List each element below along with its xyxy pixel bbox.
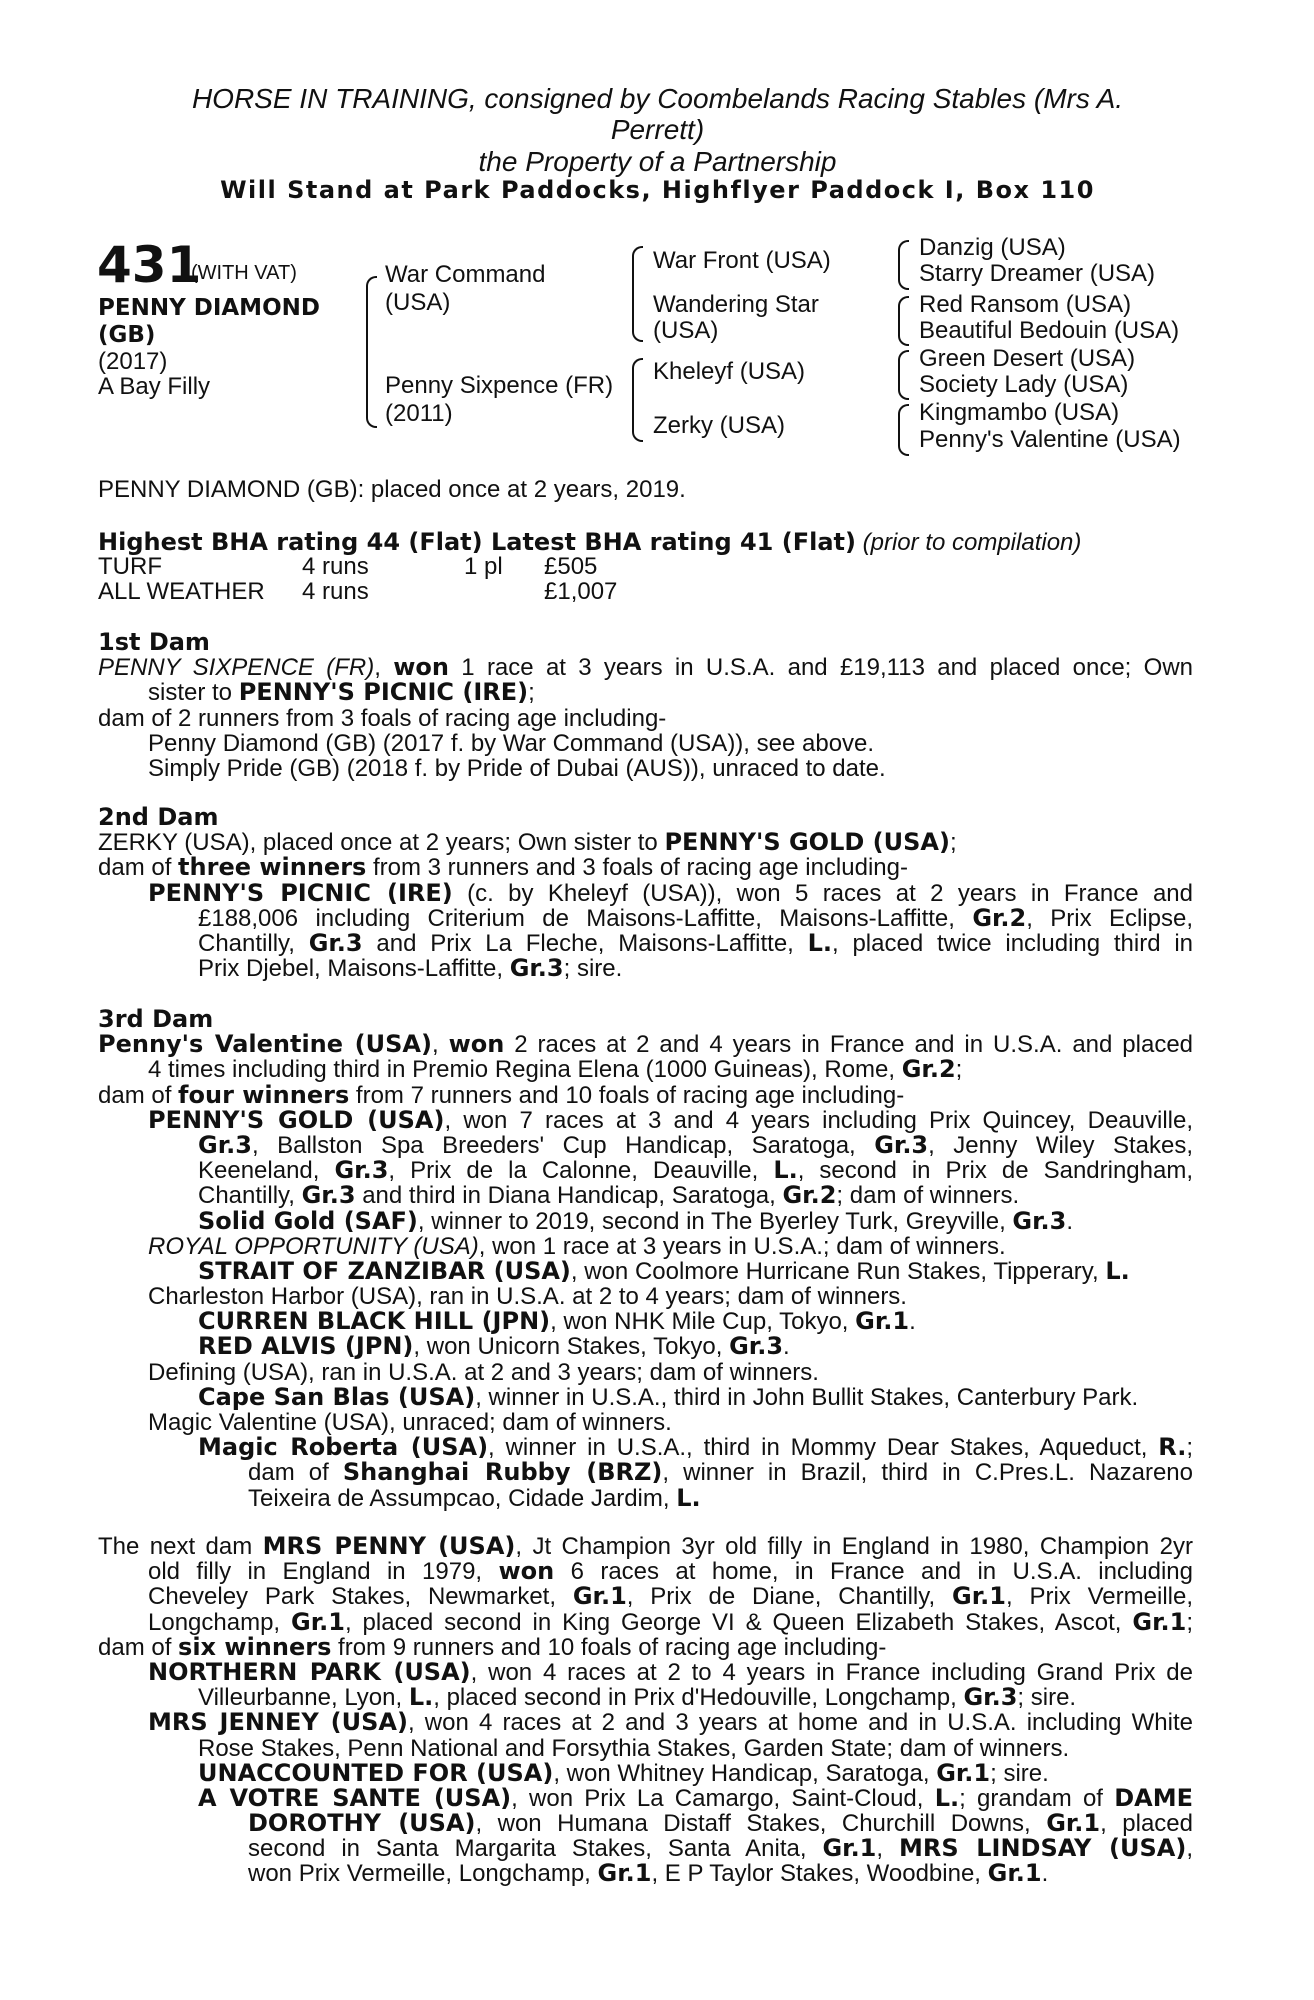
italic-text: ROYAL OPPORTUNITY (USA) — [148, 1232, 479, 1260]
text-run: ; — [1186, 1609, 1193, 1635]
text-run: , winner in U.S.A., third in Mommy Dear Stakes, Aqueduct, — [488, 1435, 1159, 1461]
next-dam-line — [98, 1685, 1193, 1710]
next-dam-line — [98, 1632, 1193, 1661]
pedigree-bracket — [632, 358, 643, 442]
third-dam-line — [98, 1483, 1193, 1512]
text-run: , Prix Eclipse, — [1026, 905, 1193, 931]
bold-text: L. — [1105, 1256, 1130, 1285]
next-dam-line — [98, 1559, 1193, 1584]
text-run: 4 times including third in Premio Regina Elena (1000 Guineas), Rome, — [148, 1056, 902, 1084]
bold-text: Gr.1 — [291, 1609, 345, 1635]
next-dam-line — [98, 1610, 1193, 1635]
bold-text: Gr.1 — [597, 1859, 652, 1888]
text-run: dam of — [98, 1633, 179, 1661]
produce-line: Simply Pride (GB) (2018 f. by Pride of Dubai (AUS)), unraced to date. — [148, 754, 886, 782]
text-run: , won Coolmore Hurricane Run Stakes, Tipperary, — [570, 1257, 1106, 1285]
bold-text: won — [448, 1032, 505, 1058]
third-dam-line — [98, 1080, 1193, 1109]
third-dam-line — [98, 1133, 1193, 1158]
dam-year: (2011) — [385, 400, 453, 427]
bold-text: Gr.3 — [509, 954, 564, 983]
text-run: 6 races at home, in France and in U.S.A. including — [554, 1559, 1193, 1585]
text-run: Magic Valentine (USA), unraced; dam of winners. — [148, 1409, 672, 1436]
gen3-2: Starry Dreamer (USA) — [919, 260, 1156, 287]
third-dam-line — [98, 1284, 1193, 1309]
text-run: Chantilly, — [198, 930, 309, 957]
text-run: Longchamp, — [148, 1609, 292, 1635]
third-dam-line — [98, 1057, 1193, 1082]
bold-text: Gr.3 — [729, 1332, 784, 1361]
text-run: , Jt Champion 3yr old filly in England in 1980, Champion 2yr — [515, 1534, 1193, 1560]
bold-text: Gr.1 — [936, 1758, 991, 1787]
text-run: . — [783, 1333, 790, 1361]
horse-description: A Bay Filly — [98, 373, 211, 400]
text-run: Charleston Harbor (USA), ran in U.S.A. at 2 to 4 years; dam of winners. — [148, 1283, 907, 1311]
bold-text: Gr.1 — [1046, 1811, 1101, 1837]
third-dam-line — [98, 1382, 1193, 1411]
text-run: Prix Djebel, Maisons-Laffitte, — [198, 955, 510, 983]
gen3-4: Beautiful Bedouin (USA) — [919, 317, 1180, 344]
text-run: , — [1186, 1836, 1193, 1862]
bold-text: L. — [773, 1158, 798, 1184]
text-run: Teixeira de Assumpcao, Cidade Jardim, — [248, 1484, 677, 1512]
second-dam-heading: 2nd Dam — [98, 803, 219, 831]
bold-text: MRS JENNEY (USA) — [148, 1710, 408, 1736]
first-dam-line — [98, 680, 1193, 705]
first-dam-line: dam of 2 runners from 3 foals of racing age including- — [98, 704, 667, 732]
next-dam-section — [98, 1534, 1193, 1887]
bold-text: R. — [1158, 1435, 1187, 1461]
text-run: . — [1041, 1860, 1049, 1888]
next-dam-line — [98, 1534, 1193, 1559]
turf-label: TURF — [98, 553, 162, 580]
text-run: from 3 runners and 3 foals of racing age including- — [366, 854, 908, 882]
text-run: Keeneland, — [198, 1158, 335, 1184]
text-run: The next dam — [98, 1534, 263, 1560]
bold-text: Magic Roberta (USA) — [198, 1435, 489, 1461]
next-dam-line — [98, 1736, 1193, 1761]
text-run: , placed — [1100, 1811, 1193, 1837]
bold-text: Gr.1 — [572, 1584, 627, 1610]
produce-line: Penny Diamond (GB) (2017 f. by War Command (USA)), see above. — [148, 729, 875, 757]
bold-text: Penny's Valentine (USA) — [98, 1032, 432, 1058]
text-run: , winner in Brazil, third in C.Pres.L. Nazareno — [662, 1460, 1193, 1486]
turf-earnings: £505 — [544, 553, 598, 580]
text-run: , won Unicorn Stakes, Tokyo, — [413, 1333, 730, 1361]
gen3-8: Penny's Valentine (USA) — [919, 426, 1181, 453]
bold-text: CURREN BLACK HILL (JPN) — [198, 1307, 551, 1336]
bold-text: Gr.1 — [822, 1836, 877, 1862]
text-run: , — [876, 1836, 899, 1862]
bold-text: L. — [408, 1683, 434, 1712]
gen3-1: Danzig (USA) — [919, 234, 1066, 261]
pedigree-bracket — [898, 296, 909, 346]
next-dam-line — [98, 1811, 1193, 1836]
text-run: , won Humana Distaff Stakes, Churchill Downs, — [475, 1811, 1047, 1837]
bha-rating-bold: Highest BHA rating 44 (Flat) Latest BHA rating 41 (Flat) — [98, 528, 856, 556]
text-run: , placed second in Prix d'Hedouville, Longchamp, — [433, 1684, 964, 1712]
text-run: , won 1 race at 3 years in U.S.A.; dam of winners. — [478, 1232, 1006, 1260]
second-dam-section — [98, 805, 1193, 981]
bold-text: Gr.3 — [963, 1683, 1018, 1712]
bold-text: Gr.2 — [901, 1055, 956, 1084]
text-run: ; sire. — [990, 1759, 1049, 1787]
bold-text: A VOTRE SANTE (USA) — [198, 1785, 512, 1812]
text-run: , won Prix La Camargo, Saint-Cloud, — [511, 1785, 935, 1812]
text-run: , Prix de la Calonne, Deauville, — [388, 1158, 774, 1184]
pedigree-bracket — [366, 276, 377, 428]
bold-text: Gr.3 — [301, 1181, 356, 1210]
text-run: from 7 runners and 10 foals of racing age including- — [349, 1081, 905, 1109]
third-dam-heading: 3rd Dam — [98, 1005, 214, 1033]
foal-year: (2017) — [98, 348, 168, 375]
text-run: Chantilly, — [198, 1182, 302, 1210]
text-run: Defining (USA), ran in U.S.A. at 2 and 3 years; dam of winners. — [148, 1358, 819, 1386]
pedigree-bracket — [632, 246, 643, 342]
turf-row — [98, 554, 597, 580]
bold-text: Gr.1 — [1132, 1609, 1187, 1635]
second-dam-line — [98, 830, 1193, 855]
sire-country: (USA) — [385, 289, 451, 316]
text-run: . — [1066, 1207, 1074, 1235]
text-run: , won 7 races at 3 and 4 years including Prix Quincey, Deauville, — [444, 1107, 1193, 1133]
bold-text: won — [393, 655, 449, 681]
text-run: , — [374, 655, 394, 681]
bold-text: three winners — [178, 853, 367, 882]
second-dam-line — [98, 881, 1193, 906]
second-dam-line — [98, 956, 1193, 981]
text-run: £188,006 including Criterium de Maisons-Laffitte, Maisons-Laffitte, — [198, 905, 973, 931]
text-run: , Ballston Spa Breeders' Cup Handicap, Saratoga, — [251, 1132, 875, 1159]
text-run: and third in Diana Handicap, Saratoga, — [355, 1182, 783, 1210]
text-run: , placed second in King George VI & Queen Elizabeth Stakes, Ascot, — [344, 1609, 1133, 1635]
bold-text: Gr.1 — [855, 1307, 910, 1336]
third-dam-lines — [98, 1032, 1193, 1511]
header-line-1: HORSE IN TRAINING, consigned by Coombelands Racing Stables (Mrs A. — [191, 83, 1124, 114]
bold-text: Gr.1 — [987, 1859, 1042, 1888]
sire-sire: War Front (USA) — [653, 247, 831, 274]
bold-text: MRS PENNY (USA) — [262, 1534, 516, 1560]
bold-text: RED ALVIS (JPN) — [198, 1332, 414, 1361]
next-dam-line — [98, 1786, 1193, 1811]
bold-text: Gr.3 — [874, 1132, 929, 1159]
third-dam-line — [98, 1309, 1193, 1334]
text-run: , won 4 races at 2 and 3 years at home and in U.S.A. including White — [407, 1710, 1193, 1736]
aw-runs: 4 runs — [302, 578, 369, 605]
bold-text: MRS LINDSAY (USA) — [898, 1836, 1187, 1862]
text-run: , Prix de Diane, Chantilly, — [626, 1584, 952, 1610]
third-dam-line — [98, 1206, 1193, 1235]
bold-text: Gr.3 — [308, 930, 363, 957]
gen3-6: Society Lady (USA) — [919, 371, 1129, 398]
third-dam-line — [98, 1158, 1193, 1183]
bold-text: Cape San Blas (USA) — [198, 1382, 476, 1411]
dam-name: Penny Sixpence (FR) — [385, 372, 614, 399]
text-run: , won NHK Mile Cup, Tokyo, — [550, 1308, 856, 1336]
text-run: , won 4 races at 2 to 4 years in France including Grand Prix de — [470, 1659, 1193, 1686]
bold-text: six winners — [178, 1632, 332, 1661]
gen3-7: Kingmambo (USA) — [919, 399, 1120, 426]
text-run: , — [431, 1032, 449, 1058]
text-run: , placed twice including third in — [832, 930, 1193, 957]
next-dam-lines — [98, 1534, 1193, 1887]
text-run: ; — [955, 1056, 963, 1084]
bha-rating-note: (prior to compilation) — [862, 529, 1082, 556]
third-dam-line — [98, 1108, 1193, 1133]
pedigree-bracket — [898, 350, 909, 400]
text-run: Cheveley Park Stakes, Newmarket, — [148, 1584, 573, 1610]
text-run: 1 race at 3 years in U.S.A. and £19,113 and placed once; Own — [448, 655, 1193, 681]
text-run: Villeurbanne, Lyon, — [198, 1684, 409, 1712]
third-dam-line — [98, 1360, 1193, 1385]
gen3-5: Green Desert (USA) — [919, 345, 1136, 372]
text-run: , second in Prix de Sandringham, — [797, 1158, 1193, 1184]
bold-text: Shanghai Rubby (BRZ) — [342, 1460, 663, 1486]
text-run: , Jenny Wiley Stakes, — [928, 1132, 1193, 1159]
text-run: , E P Taylor Stakes, Woodbine, — [651, 1860, 988, 1888]
text-run: ; sire. — [563, 955, 623, 983]
bha-ratings — [98, 529, 1081, 556]
first-dam-line — [98, 655, 1193, 680]
third-dam-line — [98, 1256, 1193, 1285]
text-run: ; grandam of — [959, 1785, 1115, 1812]
text-run: , won Whitney Handicap, Saratoga, — [553, 1759, 937, 1787]
text-run: ZERKY (USA), placed once at 2 years; Own sister to — [98, 829, 665, 857]
bold-text: Gr.1 — [952, 1584, 1006, 1610]
race-summary: PENNY DIAMOND (GB): placed once at 2 years, 2019. — [98, 476, 686, 503]
text-run: ; — [528, 679, 535, 707]
vat-label: (WITH VAT) — [191, 262, 297, 284]
sire-dam-country: (USA) — [653, 317, 719, 344]
text-run: dam of — [98, 1081, 179, 1109]
first-dam-heading: 1st Dam — [98, 628, 210, 656]
bold-text: PENNY'S PICNIC (IRE) — [238, 678, 529, 707]
text-run: old filly in England in 1979, — [148, 1559, 499, 1585]
lot-number: 431 — [97, 236, 202, 294]
next-dam-line — [98, 1584, 1193, 1609]
next-dam-line — [98, 1758, 1193, 1787]
text-run: , Prix Vermeille, — [1005, 1584, 1193, 1610]
text-run: , winner in U.S.A., third in John Bullit Stakes, Canterbury Park. — [475, 1383, 1139, 1411]
dam-sire: Kheleyf (USA) — [653, 358, 806, 385]
header-line-3: the Property of a Partnership — [478, 146, 837, 177]
bold-text: NORTHERN PARK (USA) — [148, 1659, 471, 1686]
bold-text: PENNY'S GOLD (USA) — [664, 828, 950, 857]
text-run: , winner to 2019, second in The Byerley Turk, Greyville, — [417, 1207, 1013, 1235]
third-dam-line — [98, 1032, 1193, 1057]
pedigree-bracket — [898, 240, 909, 290]
text-run: won Prix Vermeille, Longchamp, — [248, 1860, 598, 1888]
bold-text: L. — [676, 1483, 701, 1512]
bold-text: DOROTHY (USA) — [248, 1811, 476, 1837]
aw-earnings: £1,007 — [544, 578, 618, 605]
pedigree-bracket — [898, 404, 909, 456]
text-run: (c. by Kheleyf (USA)), won 5 races at 2 years in France and — [452, 880, 1193, 906]
dam-dam: Zerky (USA) — [653, 412, 785, 439]
gen3-3: Red Ransom (USA) — [919, 291, 1132, 318]
italic-text: PENNY SIXPENCE (FR) — [98, 655, 375, 681]
bold-text: Gr.2 — [972, 905, 1027, 931]
next-dam-line — [98, 1861, 1193, 1886]
text-run: and Prix La Fleche, Maisons-Laffitte, — [362, 930, 808, 957]
bold-text: STRAIT OF ZANZIBAR (USA) — [198, 1256, 571, 1285]
third-dam-line — [98, 1234, 1193, 1259]
text-run: Rose Stakes, Penn National and Forsythia Stakes, Garden State; dam of winners. — [198, 1734, 1070, 1762]
third-dam-section — [98, 1007, 1193, 1511]
bold-text: L. — [934, 1785, 960, 1812]
bold-text: PENNY'S PICNIC (IRE) — [148, 880, 453, 906]
sire-dam: Wandering Star — [653, 291, 819, 318]
stand-location: Will Stand at Park Paddocks, Highflyer Paddock I, Box 110 — [220, 176, 1095, 204]
text-run: ; — [949, 829, 957, 857]
turf-runs: 4 runs — [302, 553, 369, 580]
text-run: dam of — [248, 1460, 343, 1486]
second-dam-line — [98, 931, 1193, 956]
text-run: from 9 runners and 10 foals of racing age including- — [331, 1633, 887, 1661]
aw-row — [98, 579, 617, 605]
third-dam-line — [98, 1460, 1193, 1485]
header-line-2: Perrett) — [610, 114, 705, 145]
horse-country: (GB) — [98, 322, 156, 348]
bold-text: four winners — [178, 1080, 350, 1109]
text-run: dam of — [98, 854, 179, 882]
next-dam-line — [98, 1660, 1193, 1685]
text-run: 2 races at 2 and 4 years in France and in U.S.A. and placed — [504, 1032, 1193, 1058]
bold-text: DAME — [1114, 1785, 1193, 1812]
bold-text: UNACCOUNTED FOR (USA) — [198, 1758, 554, 1787]
bold-text: PENNY'S GOLD (USA) — [148, 1107, 445, 1133]
text-run: sister to — [148, 679, 239, 707]
turf-placed: 1 pl — [464, 553, 503, 580]
next-dam-line — [98, 1836, 1193, 1861]
third-dam-line — [98, 1435, 1193, 1460]
bold-text: Solid Gold (SAF) — [198, 1206, 418, 1235]
sire-name: War Command — [385, 261, 546, 288]
third-dam-line — [98, 1410, 1193, 1435]
third-dam-line — [98, 1183, 1193, 1208]
aw-label: ALL WEATHER — [98, 578, 265, 605]
bold-text: L. — [807, 930, 833, 957]
bold-text: Gr.3 — [198, 1132, 252, 1159]
horse-name: PENNY DIAMOND — [98, 295, 320, 321]
text-run: ; dam of winners. — [836, 1182, 1020, 1210]
bold-text: Gr.3 — [1012, 1206, 1067, 1235]
bold-text: Gr.3 — [334, 1158, 389, 1184]
next-dam-line — [98, 1710, 1193, 1735]
second-dam-line — [98, 906, 1193, 931]
text-run: ; — [1186, 1435, 1193, 1461]
text-run: . — [909, 1308, 916, 1336]
first-dam-section — [98, 630, 1193, 781]
text-run: second in Santa Margarita Stakes, Santa Anita, — [248, 1836, 823, 1862]
second-dam-line — [98, 855, 1193, 880]
text-run: ; sire. — [1017, 1684, 1077, 1712]
bold-text: won — [498, 1559, 555, 1585]
third-dam-line — [98, 1334, 1193, 1359]
bold-text: Gr.2 — [782, 1181, 837, 1210]
